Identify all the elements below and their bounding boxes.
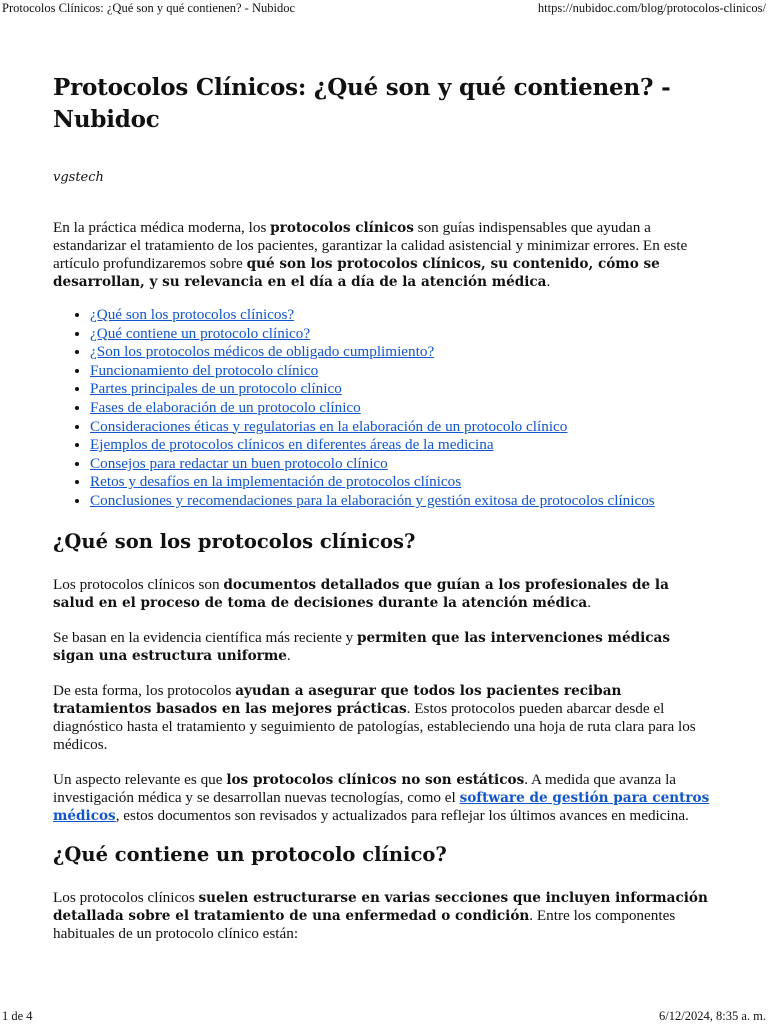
section-heading-que-contiene: ¿Qué contiene un protocolo clínico? (53, 842, 447, 866)
toc-link-funcionamiento[interactable]: Funcionamiento del protocolo clínico (90, 361, 319, 379)
article-author: vgstech (53, 170, 104, 185)
toc-item (90, 380, 713, 399)
toc-item (90, 473, 713, 492)
toc-link-obligado-cumplimiento[interactable]: ¿Son los protocolos médicos de obligado cumplimiento? (90, 343, 435, 361)
section1-paragraph-2: Se basan en la evidencia científica más reciente y permiten que las intervenciones médicas sigan una estructura uniforme. (53, 628, 670, 664)
toc-item (90, 492, 713, 511)
section2-paragraph-1: Los protocolos clínicos suelen estructurarse en varias secciones que incluyen información detallada sobre el tratamiento de una enfermedad o condición. Entre los componentes habituales de un protocolo clínico están: (53, 888, 708, 942)
software-gestion-link[interactable]: software de gestión para centros médicos (53, 789, 710, 824)
page-number: 1 de 4 (2, 1009, 33, 1023)
table-of-contents (53, 306, 713, 511)
article-title: Protocolos Clínicos: ¿Qué son y qué contienen? - Nubidoc (53, 74, 671, 133)
toc-link-retos[interactable]: Retos y desafíos en la implementación de protocolos clínicos (90, 473, 462, 491)
print-header (0, 0, 768, 16)
section1-paragraph-3: De esta forma, los protocolos ayudan a asegurar que todos los pacientes reciban tratamientos basados en las mejores prácticas. Estos protocolos pueden abarcar desde el diagnóstico hasta el tratamiento y seguimiento de patologías, estableciendo una hoja de ruta clara para los médicos. (53, 681, 696, 753)
article (53, 72, 713, 960)
print-header-url: https://nubidoc.com/blog/protocolos-clinicos/ (537, 1, 766, 15)
toc-link-ejemplos[interactable]: Ejemplos de protocolos clínicos en diferentes áreas de la medicina (90, 436, 494, 454)
toc-item (90, 455, 713, 474)
section1-paragraph-4: Un aspecto relevante es que los protocolos clínicos no son estáticos. A medida que avanza la investigación médica y se desarrollan nuevas tecnologías, como el software de gestión para centros médicos, estos documentos son revisados y actualizados para reflejar los últimos avances en medicina. (53, 770, 710, 824)
toc-link-partes-principales[interactable]: Partes principales de un protocolo clínico (90, 380, 342, 398)
print-footer (0, 1008, 768, 1024)
toc-link-que-contiene[interactable]: ¿Qué contiene un protocolo clínico? (90, 324, 311, 342)
toc-item (90, 362, 713, 381)
toc-item (90, 343, 713, 362)
toc-item (90, 418, 713, 437)
toc-item (90, 436, 713, 455)
intro-paragraph: En la práctica médica moderna, los protocolos clínicos son guías indispensables que ayudan a estandarizar el tratamiento de los pacientes, garantizar la calidad asistencial y minimizar errores. En este artículo profundizaremos sobre qué son los protocolos clínicos, su contenido, cómo se desarrollan, y su relevancia en el día a día de la atención médica. (53, 219, 688, 290)
toc-link-consideraciones-eticas[interactable]: Consideraciones éticas y regulatorias en la elaboración de un protocolo clínico (90, 417, 568, 435)
toc-item (90, 306, 713, 325)
section-heading-que-son: ¿Qué son los protocolos clínicos? (53, 529, 416, 553)
toc-link-conclusiones[interactable]: Conclusiones y recomendaciones para la elaboración y gestión exitosa de protocolos clínicos (90, 491, 655, 509)
toc-item (90, 399, 713, 418)
toc-link-que-son[interactable]: ¿Qué son los protocolos clínicos? (90, 306, 295, 323)
toc-link-fases-elaboracion[interactable]: Fases de elaboración de un protocolo clínico (90, 398, 361, 416)
toc-item (90, 325, 713, 344)
toc-link-consejos[interactable]: Consejos para redactar un buen protocolo clínico (90, 454, 388, 472)
section1-paragraph-1: Los protocolos clínicos son documentos detallados que guían a los profesionales de la salud en el proceso de toma de decisiones durante la atención médica. (53, 575, 669, 611)
print-datetime: 6/12/2024, 8:35 a. m. (659, 1009, 766, 1023)
print-header-title: Protocolos Clínicos: ¿Qué son y qué contienen? - Nubidoc (2, 1, 295, 15)
